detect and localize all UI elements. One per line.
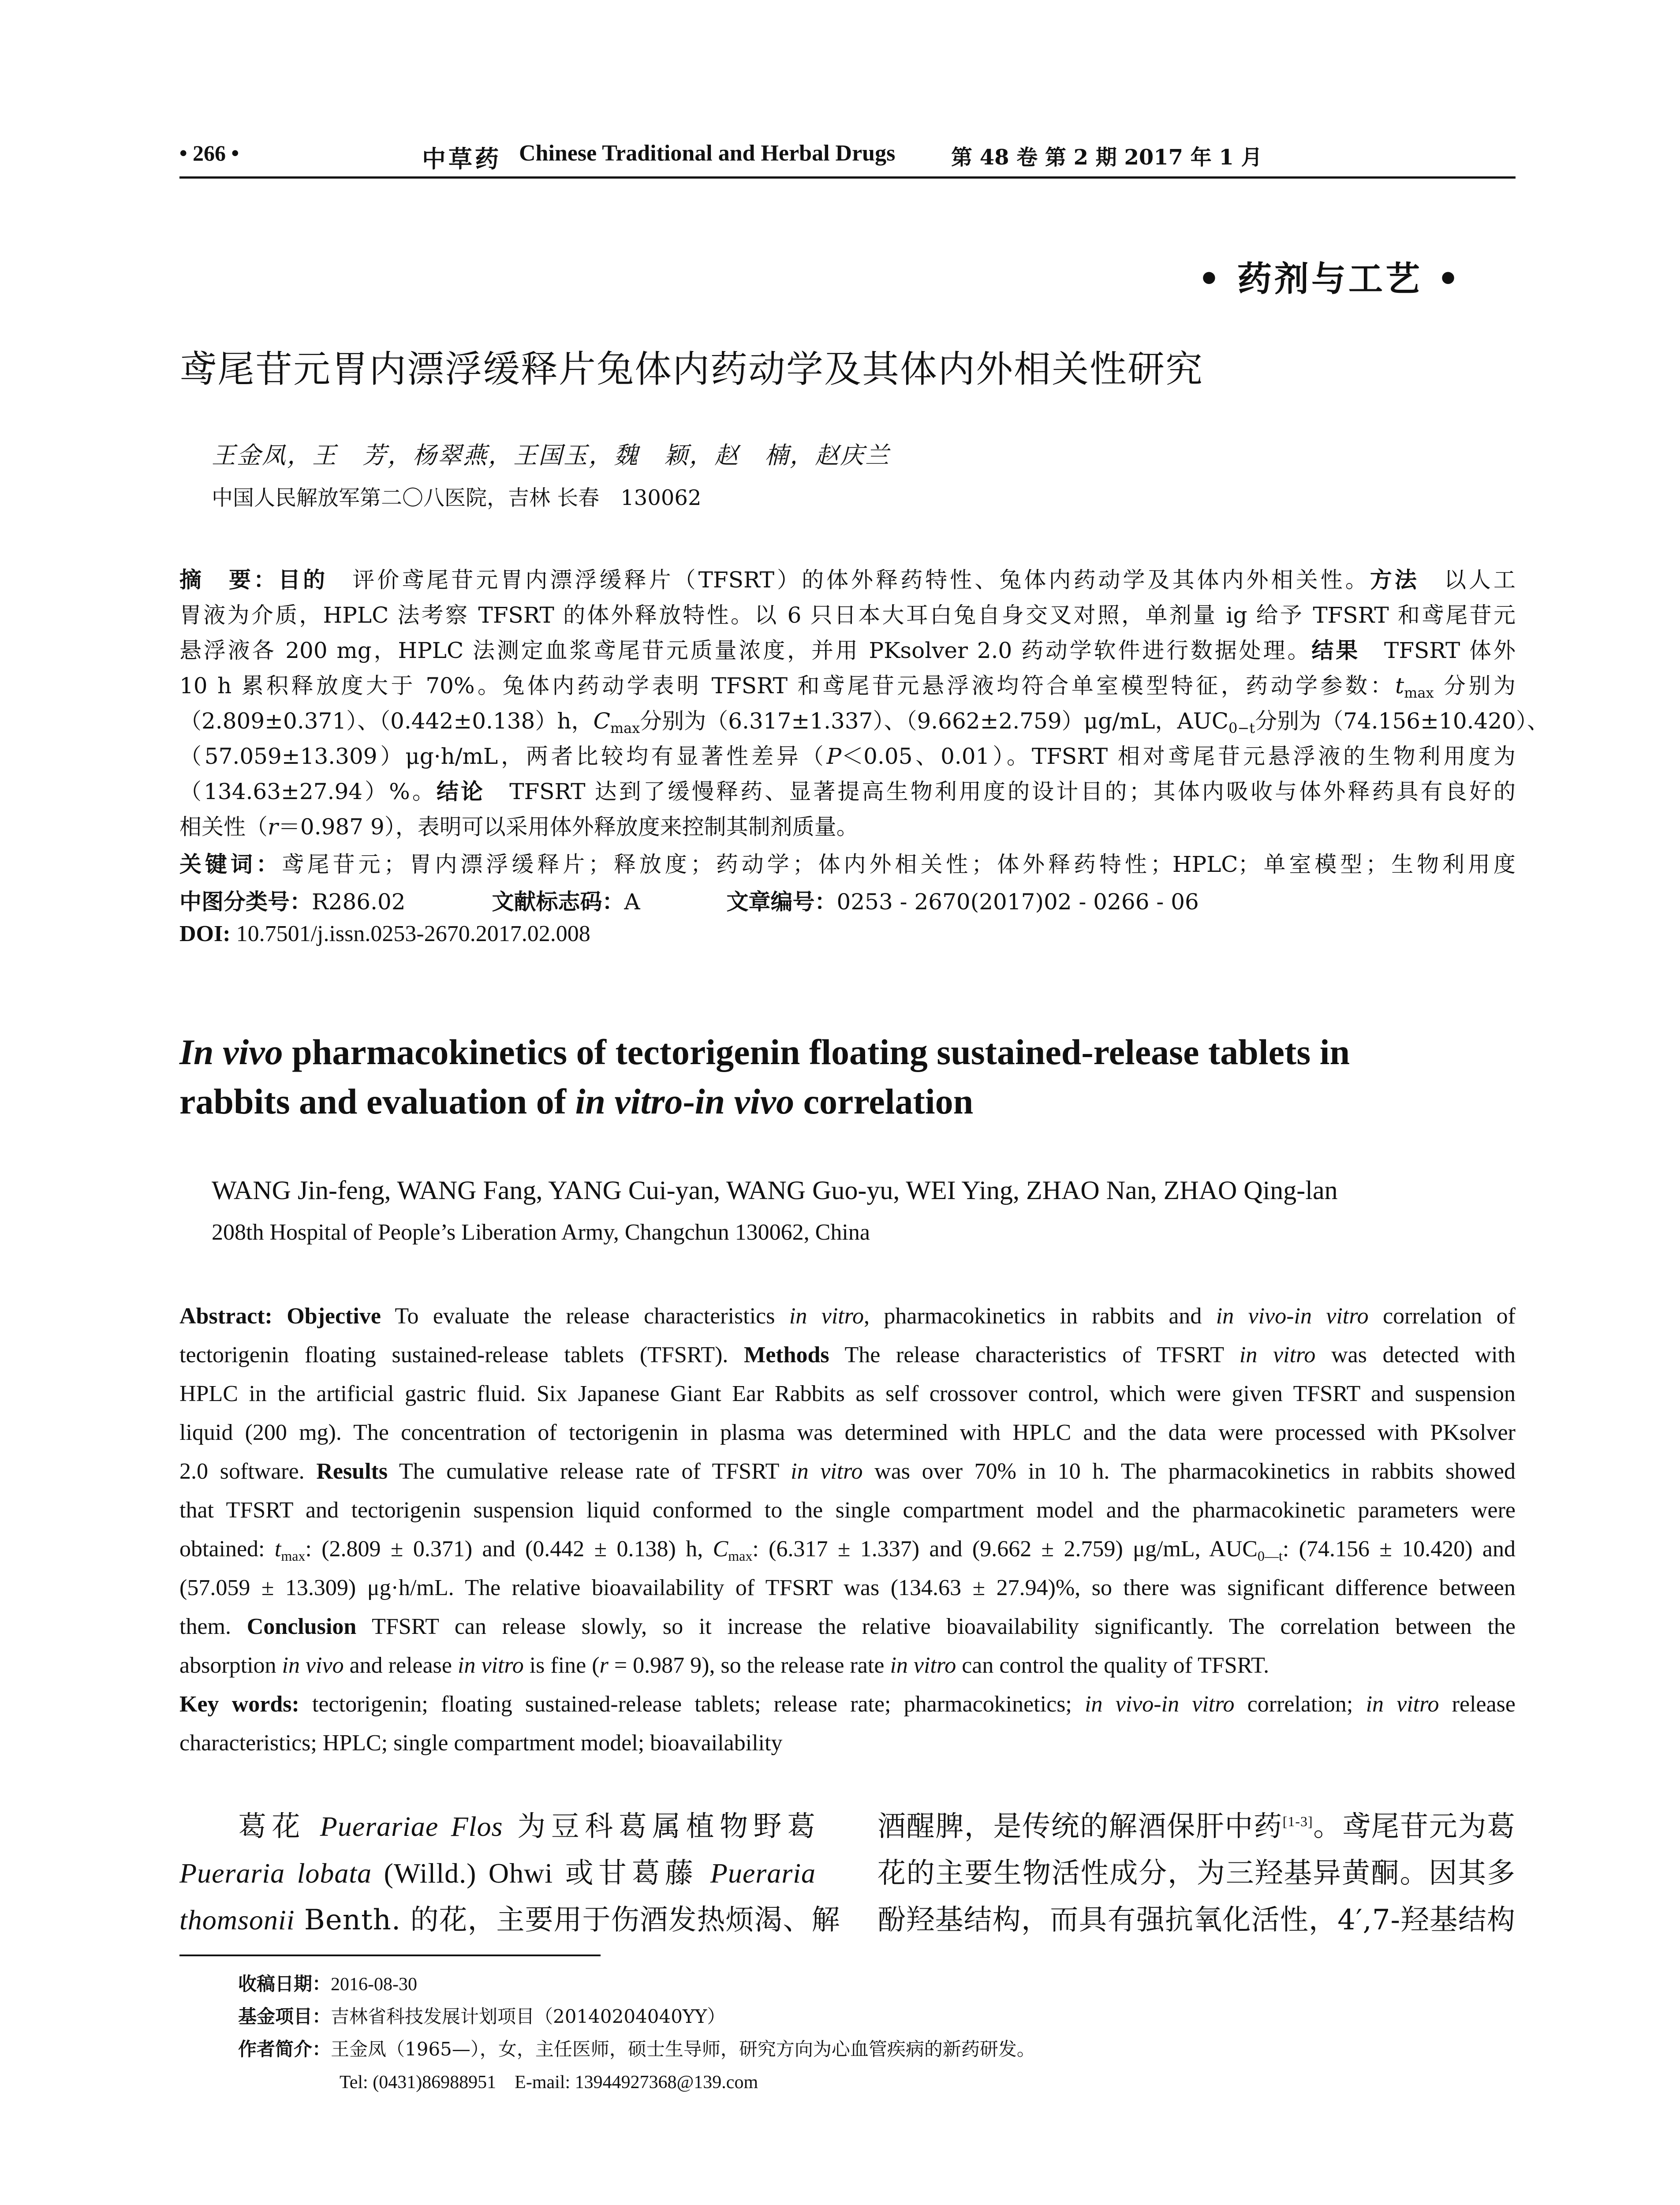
text: ＝0.987 9），表明可以采用体外释放度来控制其制剂质量。	[278, 814, 859, 840]
en-abstract-line: (57.059 ± 13.309) μg·h/mL. The relative bioavailability of TFSRT was (134.63 ± 27.94)%, so there was significant difference between	[179, 1575, 1516, 1600]
text: 。鸢尾苷元为葛	[1313, 1810, 1516, 1843]
text: : (74.156 ± 10.420) and	[1282, 1536, 1516, 1562]
objective-label: 目的	[278, 567, 328, 593]
text: TFSRT can release slowly, so it increase the relative bioavailability significantly. The correlation between the	[372, 1614, 1516, 1639]
en-abstract-line	[179, 1614, 1516, 1640]
en-authors: WANG Jin-feng, WANG Fang, YANG Cui-yan, WANG Guo-yu, WEI Ying, ZHAO Nan, ZHAO Qing-lan	[212, 1176, 1338, 1205]
artno-label: 文章编号：	[726, 889, 837, 915]
text: correlation of	[1368, 1304, 1516, 1329]
label: 收稿日期：	[238, 1973, 331, 1995]
text: can control the quality of TFSRT.	[956, 1653, 1269, 1678]
section-label: • 药剂与工艺 •	[1198, 259, 1462, 299]
t-max-symbol: t	[1395, 673, 1404, 699]
cn-keywords	[179, 847, 1516, 878]
italic: r	[599, 1653, 609, 1678]
text: ＜0.05、0.01）。TFSRT 相对鸢尾苷元悬浮液的生物利用度为	[841, 744, 1516, 769]
label: 基金项目：	[238, 2006, 331, 2027]
footnote-rule	[179, 1955, 601, 1956]
cn-affiliation: 中国人民解放军第二〇八医院，吉林 长春 130062	[212, 486, 702, 510]
text: Benth. 的花，主要用于伤酒发热烦渴、解	[295, 1904, 840, 1936]
subscript: max	[281, 1548, 306, 1564]
italic: t	[274, 1536, 281, 1562]
text: 分别为	[1444, 673, 1516, 699]
value: 吉林省科技发展计划项目（20140204040YY）	[331, 2006, 726, 2027]
text: was detected with	[1315, 1342, 1516, 1368]
text: , pharmacokinetics in rabbits and	[864, 1304, 1216, 1329]
body-line	[877, 1804, 1516, 1844]
value: 2016-08-30	[331, 1974, 417, 1995]
text: obtained:	[179, 1536, 275, 1562]
p-symbol: P	[826, 744, 842, 769]
journal-issue: 第 48 卷 第 2 期 2017 年 1 月	[951, 145, 1262, 170]
text: tectorigenin floating sustained-release tablets (TFSRT).	[179, 1342, 744, 1368]
cn-abstract-line	[179, 562, 1516, 594]
title-text: pharmacokinetics of tectorigenin floating sustained-release tablets in	[283, 1032, 1350, 1072]
cn-abstract-line	[179, 633, 1516, 665]
text: TFSRT 体外	[1384, 638, 1516, 663]
text: release	[1439, 1692, 1516, 1717]
italic: in vivo-in vitro	[1085, 1692, 1235, 1717]
doccode-value: A	[624, 889, 640, 915]
results-label: Results	[316, 1459, 388, 1484]
doi-value: 10.7501/j.issn.0253-2670.2017.02.008	[236, 921, 590, 946]
text: 悬浮液各 200 mg，HPLC 法测定血浆鸢尾苷元质量浓度，并用 PKsolver 2.0 药动学软件进行数据处理。	[179, 638, 1312, 663]
en-affiliation: 208th Hospital of People’s Liberation Army, Changchun 130062, China	[212, 1220, 870, 1245]
text: (Willd.) Ohwi 或甘葛藤	[372, 1857, 710, 1889]
text: absorption	[179, 1653, 282, 1678]
en-abstract-line: that TFSRT and tectorigenin suspension liquid conformed to the single compartment model and the pharmacokinetic parameters were	[179, 1498, 1516, 1523]
title-italic: In vivo	[179, 1032, 283, 1072]
running-header	[179, 140, 1516, 176]
doccode-label: 文献标志码：	[492, 889, 624, 915]
text: 为豆科葛属植物野葛	[503, 1810, 816, 1843]
title-italic: in vivo	[694, 1081, 795, 1121]
en-keywords-line: characteristics; HPLC; single compartment model; bioavailability	[179, 1730, 783, 1756]
text: The release characteristics of TFSRT	[844, 1342, 1239, 1368]
footnote-contact: Tel: (0431)86988951 E-mail: 13944927368@139.com	[340, 2072, 758, 2093]
value: 王金凤（1965—），女，主任医师，硕士生导师，研究方向为心血管疾病的新药研发。	[331, 2038, 1035, 2060]
body-line	[179, 1850, 816, 1891]
text: 分别为（74.156±10.420）、	[1255, 708, 1549, 734]
footnote-received	[238, 1970, 417, 1996]
methods-label: 方法	[1370, 567, 1419, 593]
italic: in vitro	[791, 1459, 863, 1484]
text: correlation;	[1234, 1692, 1366, 1717]
cn-abstract-line	[179, 668, 1516, 701]
cn-abstract-line	[179, 703, 1549, 736]
italic: in vitro	[458, 1653, 524, 1678]
en-keywords	[179, 1691, 1516, 1717]
cn-title: 鸢尾苷元胃内漂浮缓释片兔体内药动学及其体内外相关性研究	[179, 348, 1204, 391]
text: 酒醒脾，是传统的解酒保肝中药	[877, 1810, 1283, 1843]
cn-abstract-line	[179, 809, 1516, 841]
text: 分别为（6.317±1.337）、（9.662±2.759）μg/mL，AUC	[640, 708, 1229, 734]
text: 相关性（	[179, 814, 268, 840]
en-abstract-line	[179, 1342, 1516, 1368]
page-number: • 266 •	[179, 141, 239, 165]
abstract-objective-label: Abstract: Objective	[179, 1304, 381, 1329]
methods-text: 以人工	[1444, 567, 1516, 593]
italic: Puerariae Flos	[320, 1811, 503, 1842]
keywords-text: 鸢尾苷元；胃内漂浮缓释片；释放度；药动学；体内外相关性；体外释药特性；HPLC；单室模型；生物利用度	[281, 852, 1516, 877]
c-max-symbol: C	[593, 708, 610, 734]
cn-authors: 王金凤，王 芳，杨翠燕，王国玉，魏 颖，赵 楠，赵庆兰	[212, 441, 890, 469]
subscript: max	[610, 720, 640, 736]
cn-abstract-line	[179, 739, 1516, 770]
cn-abstract-line: 胃液为介质，HPLC 法考察 TFSRT 的体外释放特性。以 6 只日本大耳白兔自身交叉对照，单剂量 ig 给予 TFSRT 和鸢尾苷元	[179, 602, 1516, 628]
text: is fine (	[523, 1653, 600, 1678]
text: 葛花	[238, 1810, 320, 1843]
text: and release	[343, 1653, 458, 1678]
text: TFSRT 达到了缓慢释药、显著提高生物利用度的设计目的；其体内吸收与体外释药具有良好的	[509, 779, 1516, 804]
subscript: max	[728, 1548, 753, 1564]
en-abstract-line: liquid (200 mg). The concentration of tectorigenin in plasma was determined with HPLC and the data were processed with PKsolver	[179, 1420, 1516, 1445]
doi	[179, 921, 1516, 947]
italic: C	[713, 1536, 728, 1562]
body-line	[179, 1897, 840, 1938]
en-title	[179, 1028, 1350, 1126]
italic: in vitro	[1366, 1692, 1439, 1717]
italic: Pueraria lobata	[179, 1857, 372, 1889]
text: was over 70% in 10 h. The pharmacokinetics in rabbits showed	[862, 1459, 1516, 1484]
en-abstract-line	[179, 1303, 1516, 1329]
body-line: 酚羟基结构，而具有强抗氧化活性，4′,7-羟基结构	[877, 1904, 1516, 1936]
italic: in vivo	[282, 1653, 344, 1678]
text: （57.059±13.309）μg·h/mL，两者比较均有显著性差异（	[179, 744, 827, 769]
italic: Pueraria	[710, 1857, 816, 1889]
body-line: 花的主要生物活性成分，为三羟基异黄酮。因其多	[877, 1857, 1516, 1890]
en-abstract-line	[179, 1536, 1516, 1564]
footnote-author	[238, 2035, 1035, 2061]
journal-name-en: Chinese Traditional and Herbal Drugs	[519, 141, 896, 166]
title-italic: in vitro	[575, 1081, 683, 1121]
italic: in vitro	[789, 1304, 864, 1329]
cn-abstract-line	[179, 774, 1516, 806]
results-label: 结果	[1311, 638, 1360, 663]
header-rule	[179, 176, 1516, 179]
r-symbol: r	[268, 814, 278, 840]
doi-label: DOI:	[179, 921, 231, 946]
en-abstract-line	[179, 1458, 1516, 1484]
conclusion-label: 结论	[436, 779, 485, 804]
conclusion-label: Conclusion	[246, 1614, 357, 1639]
journal-name-cn: 中草药	[422, 145, 501, 173]
en-abstract-line	[179, 1652, 1516, 1678]
italic: thomsonii	[179, 1904, 295, 1936]
clc-label: 中图分类号：	[179, 889, 312, 915]
italic: in vivo-in vitro	[1216, 1304, 1369, 1329]
text: 2.0 software.	[179, 1459, 317, 1484]
title-text: rabbits and evaluation of	[179, 1081, 575, 1121]
en-abstract-line: HPLC in the artificial gastric fluid. Six Japanese Giant Ear Rabbits as self crossover control, which were given TFSRT and suspension	[179, 1381, 1516, 1406]
methods-label: Methods	[744, 1342, 829, 1368]
text: tectorigenin; floating sustained-release tablets; release rate; pharmacokinetics;	[299, 1692, 1085, 1717]
cn-classification	[179, 884, 1516, 916]
italic: in vitro	[1239, 1342, 1316, 1368]
body-line	[238, 1804, 816, 1844]
text: The cumulative release rate of TFSRT	[399, 1459, 791, 1484]
italic: in vitro	[890, 1653, 956, 1678]
keywords-label: 关键词：	[179, 852, 282, 877]
abstract-label: 摘 要：	[179, 567, 279, 593]
label: 作者简介：	[238, 2038, 331, 2060]
title-text: correlation	[794, 1081, 974, 1121]
subscript: 0—t	[1257, 1548, 1283, 1564]
text: them.	[179, 1614, 247, 1639]
title-text: -	[683, 1081, 695, 1121]
objective-text: 评价鸢尾苷元胃内漂浮缓释片（TFSRT）的体外释药特性、兔体内药动学及其体内外相关性。	[352, 567, 1370, 593]
artno-value: 0253 - 2670(2017)02 - 0266 - 06	[836, 889, 1199, 915]
footnote-fund	[238, 2002, 725, 2029]
keywords-label: Key words:	[179, 1692, 299, 1717]
text: To evaluate the release characteristics	[395, 1304, 789, 1329]
text: : (6.317 ± 1.337) and (9.662 ± 2.759) μg/mL, AUC	[752, 1536, 1258, 1562]
citation[interactable]: [1-3]	[1282, 1813, 1313, 1829]
subscript: 0−t	[1228, 720, 1255, 736]
text: = 0.987 9), so the release rate	[608, 1653, 890, 1678]
clc-value: R286.02	[312, 889, 406, 915]
text: （2.809±0.371）、（0.442±0.138）h，	[179, 708, 594, 734]
text: 10 h 累积释放度大于 70%。兔体内药动学表明 TFSRT 和鸢尾苷元悬浮液均符合单室模型特征，药动学参数：	[179, 673, 1396, 699]
subscript: max	[1404, 684, 1434, 701]
text: （134.63±27.94）%。	[179, 779, 437, 804]
text: : (2.809 ± 0.371) and (0.442 ± 0.138) h,	[305, 1536, 713, 1562]
